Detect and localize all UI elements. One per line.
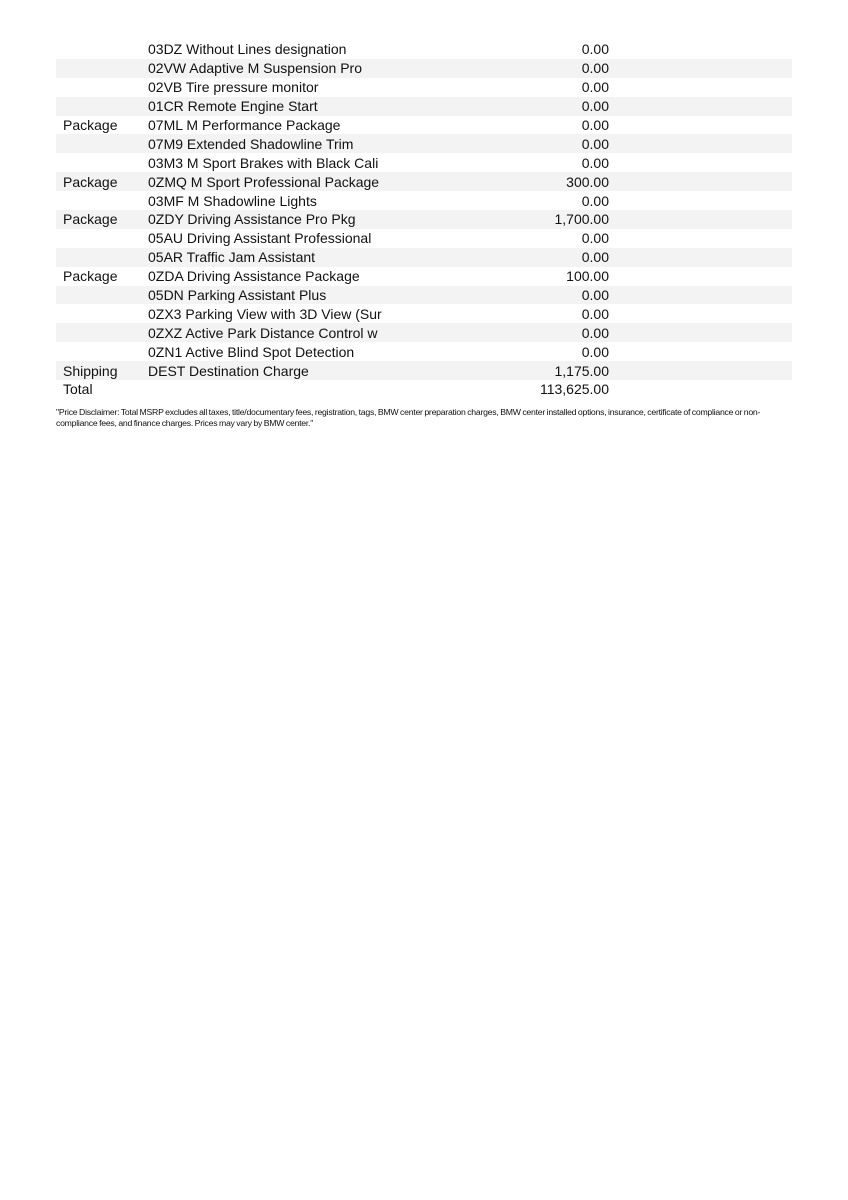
row-description: 05AR Traffic Jam Assistant	[148, 249, 316, 266]
row-description: 0ZXZ Active Park Distance Control w	[148, 324, 378, 341]
row-price: 1,700.00	[554, 211, 609, 228]
row-price: 0.00	[581, 287, 609, 304]
row-price: 100.00	[566, 268, 609, 285]
table-row	[56, 59, 792, 78]
row-description: 0ZX3 Parking View with 3D View (Sur	[148, 305, 382, 322]
row-price: 0.00	[581, 98, 609, 115]
row-price: 0.00	[581, 192, 609, 209]
price-disclaimer: "Price Disclaimer: Total MSRP excludes all taxes, title/documentary fees, registration, tags, BMW center preparation charges, BMW center installed options, insurance, certificate of compliance or non-compliance fees, and finance charges. Prices may vary by BMW center."	[56, 407, 761, 428]
row-category: Shipping	[63, 362, 118, 379]
table-row	[56, 153, 792, 172]
table-row	[56, 304, 792, 323]
row-price: 0.00	[581, 230, 609, 247]
table-row	[56, 323, 792, 342]
price-table	[56, 40, 792, 399]
table-row	[56, 248, 792, 267]
row-description: 0ZN1 Active Blind Spot Detection	[148, 343, 355, 360]
row-price: 0.00	[581, 343, 609, 360]
row-price: 0.00	[581, 60, 609, 77]
row-price: 1,175.00	[554, 362, 609, 379]
row-description: 05DN Parking Assistant Plus	[148, 287, 327, 304]
row-price: 0.00	[581, 249, 609, 266]
row-price: 300.00	[566, 173, 609, 190]
total-label: Total	[63, 381, 93, 398]
table-row	[56, 191, 792, 210]
row-description: 07M9 Extended Shadowline Trim	[148, 135, 354, 152]
total-row	[56, 380, 792, 399]
row-price: 0.00	[581, 79, 609, 96]
table-row	[56, 361, 792, 380]
table-row	[56, 97, 792, 116]
row-description: 0ZDA Driving Assistance Package	[148, 268, 360, 285]
row-price: 0.00	[581, 135, 609, 152]
row-description: 01CR Remote Engine Start	[148, 98, 318, 115]
table-row	[56, 229, 792, 248]
row-price: 0.00	[581, 117, 609, 133]
row-description: DEST Destination Charge	[148, 362, 309, 379]
table-row	[56, 267, 792, 286]
total-value: 113,625.00	[539, 381, 609, 398]
table-row	[56, 210, 792, 229]
row-category: Package	[63, 117, 118, 133]
row-category: Package	[63, 211, 118, 228]
row-description: 03M3 M Sport Brakes with Black Cali	[148, 154, 379, 171]
row-description: 07ML M Performance Package	[148, 117, 341, 133]
row-description: 05AU Driving Assistant Professional	[148, 230, 372, 247]
row-category: Package	[63, 268, 118, 285]
table-row	[56, 286, 792, 305]
row-description: 03MF M Shadowline Lights	[148, 192, 317, 209]
row-description: 03DZ Without Lines designation	[148, 41, 347, 58]
row-description: 02VW Adaptive M Suspension Pro	[148, 60, 363, 77]
table-row	[56, 78, 792, 97]
row-price: 0.00	[581, 305, 609, 322]
row-price: 0.00	[581, 324, 609, 341]
table-row	[56, 342, 792, 361]
row-description: 0ZDY Driving Assistance Pro Pkg	[148, 211, 356, 228]
row-description: 02VB Tire pressure monitor	[148, 79, 319, 96]
row-price: 0.00	[581, 41, 609, 58]
table-row	[56, 134, 792, 153]
row-price: 0.00	[581, 154, 609, 171]
row-category: Package	[63, 173, 118, 190]
table-row	[56, 116, 792, 135]
table-row	[56, 40, 792, 59]
row-description: 0ZMQ M Sport Professional Package	[148, 173, 380, 190]
table-row	[56, 172, 792, 191]
